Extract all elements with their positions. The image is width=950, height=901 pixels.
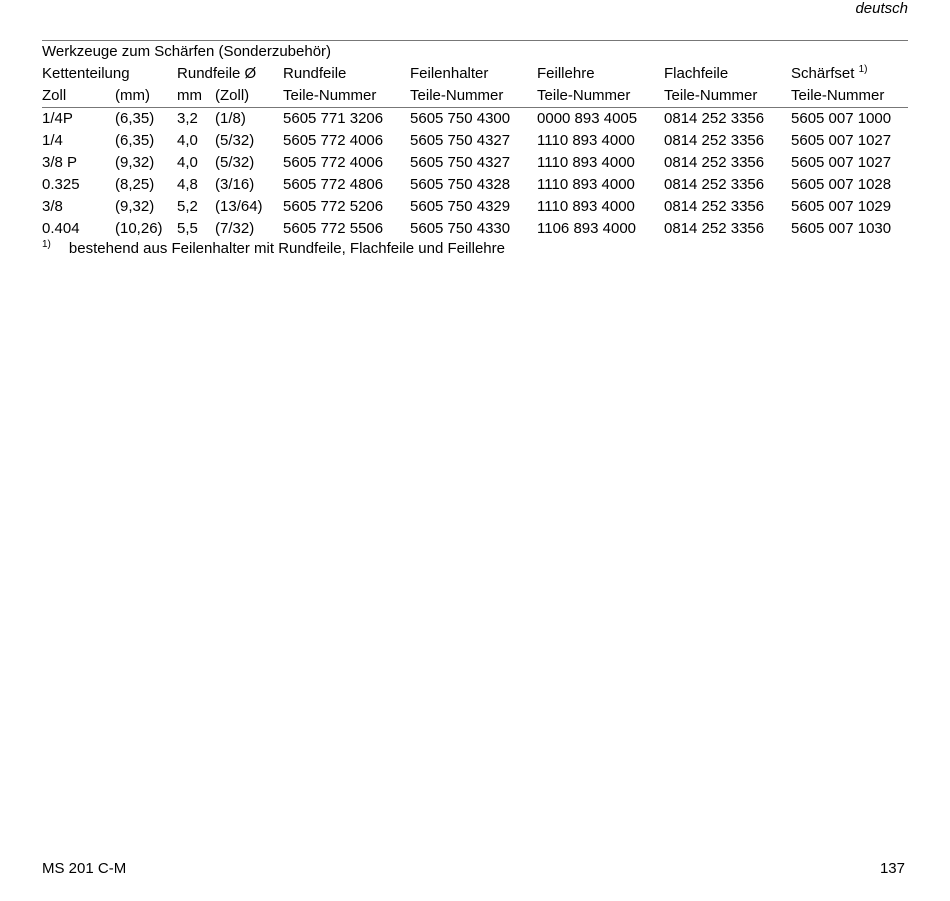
table-cell: 0814 252 3356 <box>664 110 765 127</box>
subheader-cell: Teile-Nummer <box>283 85 410 108</box>
table-cell: 5605 007 1028 <box>791 176 892 193</box>
footnote-mark: 1) <box>42 239 51 250</box>
table-cell: 5605 772 5506 <box>283 220 384 237</box>
subheader-cell: Zoll <box>42 85 115 108</box>
table-row <box>42 174 908 196</box>
table-cell: 0.325 <box>42 176 80 193</box>
table-cell: 5605 750 4300 <box>410 110 511 127</box>
table-cell: 5605 007 1000 <box>791 110 892 127</box>
subheader-cell: Teile-Nummer <box>664 85 791 108</box>
table-cell: 3/8 P <box>42 154 78 171</box>
table-cell: (8,25) <box>115 176 155 193</box>
table-cell: 5605 772 5206 <box>283 198 384 215</box>
table-cell: 5605 007 1027 <box>791 132 892 149</box>
section-title: Werkzeuge zum Schärfen (Sonderzubehör) <box>42 43 332 60</box>
table-cell: 1110 893 4000 <box>537 132 635 149</box>
table-cell: (7/32) <box>215 220 255 237</box>
table-cell: (6,35) <box>115 132 155 149</box>
subheader-cell: Teile-Nummer <box>791 85 908 108</box>
table-cell: 4,0 <box>177 154 198 171</box>
header-cell: Rundfeile Ø <box>177 65 257 82</box>
table-body <box>42 108 908 241</box>
table-cell: (3/16) <box>215 176 255 193</box>
header-cell: Rundfeile <box>283 65 347 82</box>
table-cell: (10,26) <box>115 220 163 237</box>
table-cell: 5605 772 4806 <box>283 176 384 193</box>
language-label: deutsch <box>855 0 908 17</box>
table-cell: 5605 772 4006 <box>283 154 384 171</box>
header-rule <box>42 40 908 41</box>
table-cell: 1/4 <box>42 132 63 149</box>
header-cell: Flachfeile <box>664 65 729 82</box>
footnote-text: bestehend aus Feilenhalter mit Rundfeile, Flachfeile und Feillehre <box>68 240 505 257</box>
table-cell: 4,8 <box>177 176 198 193</box>
table-row <box>42 218 908 240</box>
table-cell: 0814 252 3356 <box>664 176 765 193</box>
table-cell: (1/8) <box>215 110 246 127</box>
subheader-cell: mm <box>177 85 215 108</box>
header-cell: Kettenteilung <box>42 65 130 82</box>
table-cell: 0814 252 3356 <box>664 132 765 149</box>
sharpening-tools-table <box>42 63 908 240</box>
table-cell: 1110 893 4000 <box>537 176 635 193</box>
subheader-cell: (mm) <box>115 85 177 108</box>
header-cell-text: Schärfset <box>791 65 855 82</box>
table-cell: 5,5 <box>177 220 198 237</box>
table-cell: 0814 252 3356 <box>664 154 765 171</box>
table-cell: (6,35) <box>115 110 155 127</box>
table-cell: 5605 007 1030 <box>791 220 892 237</box>
table-cell: 0814 252 3356 <box>664 220 765 237</box>
table-cell: 5605 750 4327 <box>410 132 511 149</box>
table-cell: 4,0 <box>177 132 198 149</box>
table-cell: 5605 772 4006 <box>283 132 384 149</box>
subheader-cell: Teile-Nummer <box>410 85 537 108</box>
table-cell: 1/4P <box>42 110 73 127</box>
header-cell: Feillehre <box>537 65 595 82</box>
table-cell: 5605 007 1027 <box>791 154 892 171</box>
table-row <box>42 196 908 218</box>
table-cell: 5605 750 4330 <box>410 220 511 237</box>
footnote-ref: 1) <box>858 64 868 75</box>
table-cell: (5/32) <box>215 154 255 171</box>
table-cell: 3,2 <box>177 110 198 127</box>
table-cell: 5605 750 4327 <box>410 154 511 171</box>
table-cell: 0.404 <box>42 220 80 237</box>
table-cell: (13/64) <box>215 198 263 215</box>
subheader-cell: Teile-Nummer <box>537 85 664 108</box>
table-cell: 5605 750 4329 <box>410 198 511 215</box>
table-cell: (9,32) <box>115 198 155 215</box>
table-cell: 3/8 <box>42 198 63 215</box>
table-cell: (9,32) <box>115 154 155 171</box>
table-cell: 1110 893 4000 <box>537 198 635 215</box>
table-cell: 5605 007 1029 <box>791 198 892 215</box>
table-row <box>42 108 908 131</box>
table-subheader-row <box>42 85 908 108</box>
table-cell: 0000 893 4005 <box>537 110 638 127</box>
model-name: MS 201 C-M <box>42 860 127 877</box>
table-header-row <box>42 63 908 85</box>
footnote <box>42 240 505 257</box>
table-cell: (5/32) <box>215 132 255 149</box>
table-cell: 5605 771 3206 <box>283 110 384 127</box>
header-cell: Feilenhalter <box>410 65 489 82</box>
table-cell: 0814 252 3356 <box>664 198 765 215</box>
table-cell: 1106 893 4000 <box>537 220 637 237</box>
table-cell: 5605 750 4328 <box>410 176 511 193</box>
table-row <box>42 152 908 174</box>
table-cell: 1110 893 4000 <box>537 154 635 171</box>
header-cell-with-footnote <box>791 63 908 85</box>
subheader-cell: (Zoll) <box>215 85 283 108</box>
table-cell: 5,2 <box>177 198 198 215</box>
page-number: 137 <box>879 860 905 877</box>
table-row <box>42 130 908 152</box>
